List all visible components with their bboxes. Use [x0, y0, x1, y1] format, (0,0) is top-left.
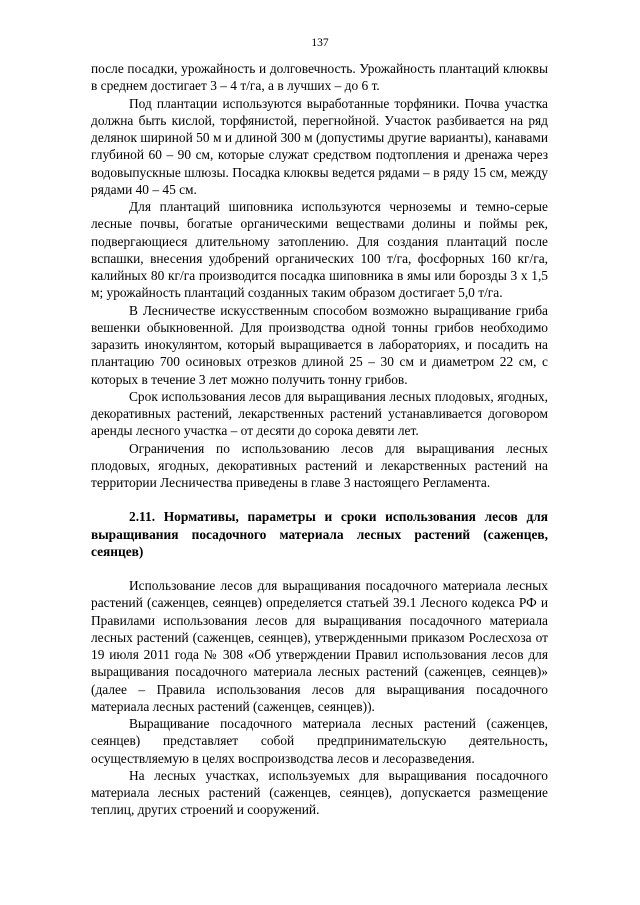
paragraph: Ограничения по использованию лесов для выращивания лесных плодовых, ягодных, декоративных растений и лекарственных растений на территории Лесничества приведены в главе 3 настоящего Регламента.: [91, 440, 548, 490]
paragraph: Использование лесов для выращивания посадочного материала лесных растений (саженцев, сеянцев) определяется статьей 39.1 Лесного кодекса РФ и Правилами использования лесов для выращивания посадочного материала лесных растений (саженцев, сеянцев), утвержденными приказом Рослесхоза от 19 июля 2011 года № 308 «Об утверждении Правил использования лесов для выращивания посадочного материала лесных растений (саженцев, сеянцев)» (далее – Правила использования лесов для выращивания посадочного материала лесных растений (саженцев, сеянцев)).: [91, 578, 548, 714]
page-number: 137: [311, 37, 329, 49]
paragraph: Под плантации используются выработанные торфяники. Почва участка должна быть кислой, торфянистой, перегнойной. Участок разбивается на ряд делянок шириной 50 м и длиной 300 м (допустимы другие варианты), канавами глубиной 60 – 90 см, которые служат средством подтопления и дренажа через водовыпускные шлюзы. Посадка клюквы ведется рядами – в ряду 15 см, между рядами 40 – 45 см.: [91, 95, 548, 197]
paragraph: На лесных участках, используемых для выращивания посадочного материала лесных растений (саженцев, сеянцев), допускается размещение теплиц, других строений и сооружений.: [91, 767, 548, 818]
paragraph: В Лесничестве искусственным способом возможно выращивание гриба вешенки обыкновенной. Для производства одной тонны грибов необходимо заразить инокулянтом, который выращивается в лабораториях, и посадить на плантацию 700 осиновых отрезков длиной 25 – 30 см и диаметром 22 см, с которых в течение 3 лет можно получить тонну грибов.: [91, 302, 548, 387]
paragraph: Срок использования лесов для выращивания лесных плодовых, ягодных, декоративных растений, лекарственных растений устанавливается договором аренды лесного участка – от десяти до сорока девяти лет.: [91, 388, 548, 439]
paragraph: после посадки, урожайность и долговечность. Урожайность плантаций клюквы в среднем достигает 3 – 4 т/га, а в лучших – до 6 т.: [91, 61, 548, 94]
paragraph: Выращивание посадочного материала лесных растений (саженцев, сеянцев) представляет собой предпринимательскую деятельность, осуществляемую в целях воспроизводства лесов и лесоразведения.: [91, 716, 548, 766]
page-body: [91, 60, 548, 819]
paragraph: Для плантаций шиповника используются черноземы и темно-серые лесные почвы, богатые органическими веществами долины и поймы рек, подвергающиеся длительному затоплению. Для создания плантаций после вспашки, внесения удобрений органических 100 т/га, фосфорных 160 кг/га, калийных 80 кг/га производится посадка шиповника в ямы или борозды 3 х 1,5 м; урожайность плантаций созданных таким образом достигает 5,0 т/га.: [91, 199, 548, 301]
section-heading: 2.11. Нормативы, параметры и сроки использования лесов для выращивания посадочного материала лесных растений (саженцев, сеянцев): [91, 509, 548, 559]
